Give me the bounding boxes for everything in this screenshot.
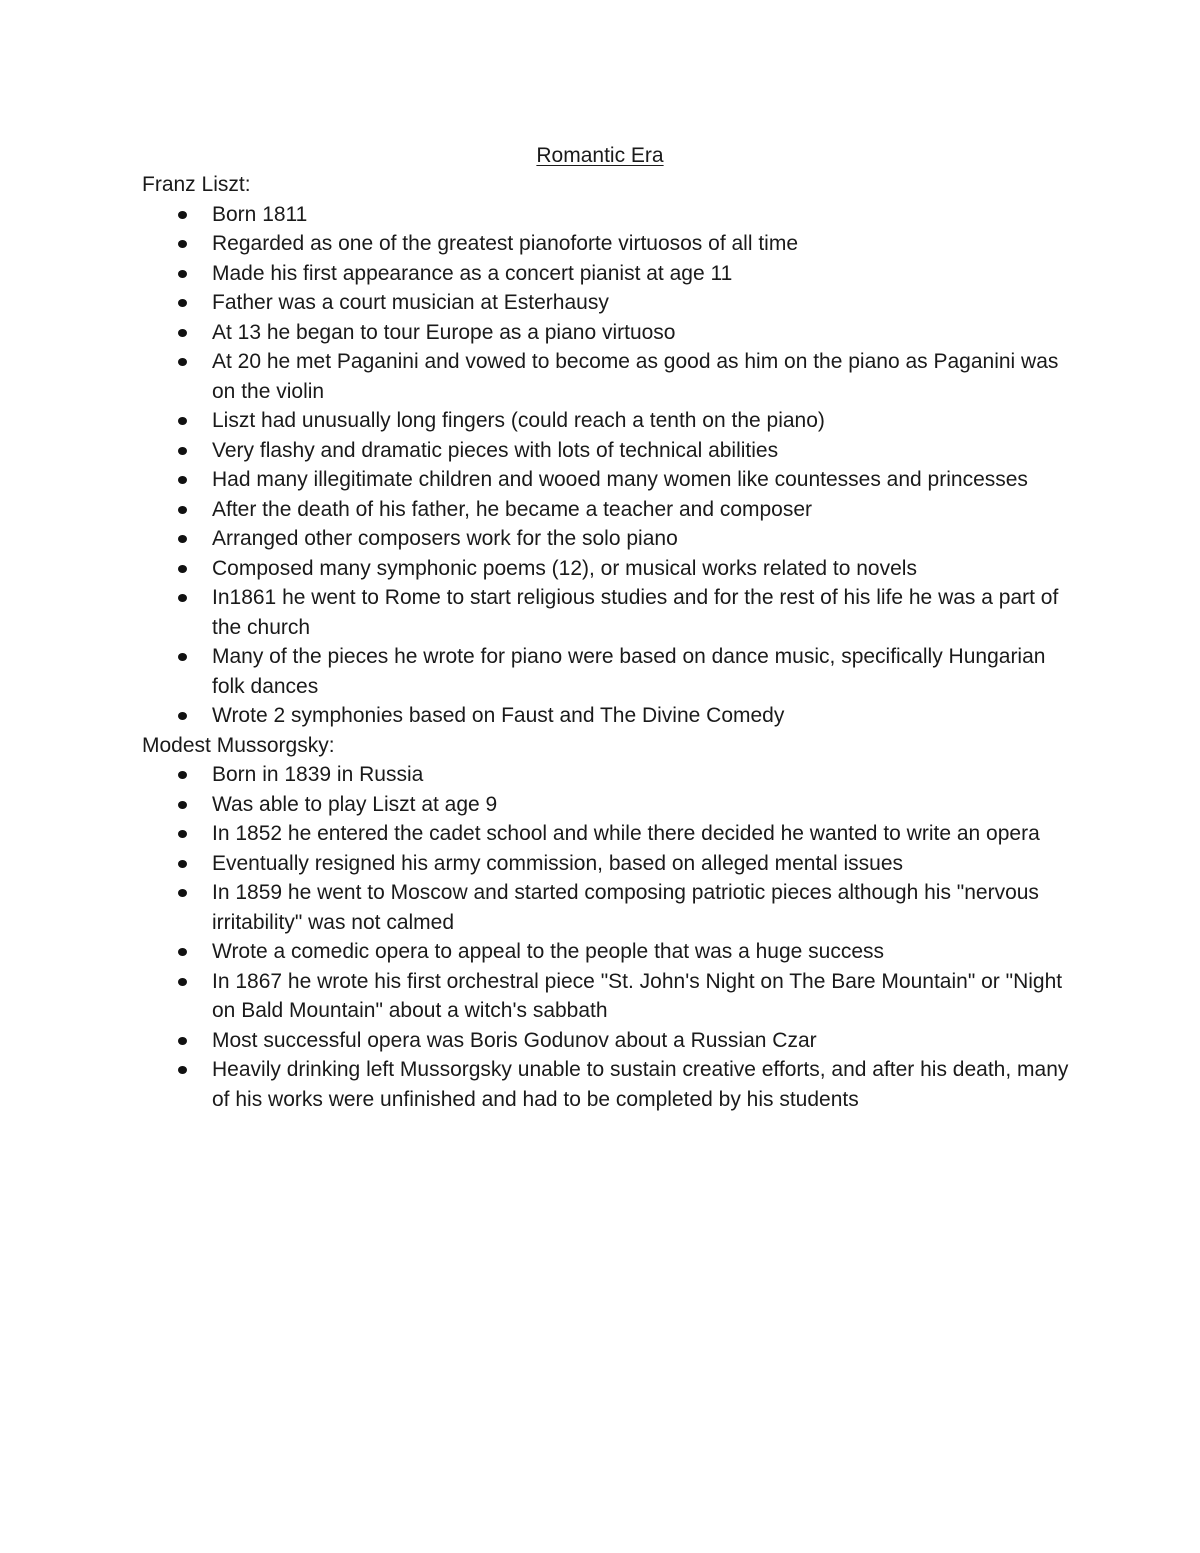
- bullet-icon: [178, 801, 187, 809]
- list-item-text: Arranged other composers work for the solo piano: [212, 527, 678, 550]
- list-item: [212, 288, 1072, 318]
- bullet-icon: [178, 240, 187, 248]
- bullet-icon: [178, 447, 187, 455]
- list-item-text: Eventually resigned his army commission, based on alleged mental issues: [212, 851, 904, 875]
- bullet-icon: [178, 978, 187, 986]
- bullet-icon: [178, 565, 187, 573]
- list-item: [212, 436, 1072, 466]
- list-item-text: Had many illegitimate children and wooed many women like countesses and princesses: [212, 468, 1028, 491]
- list-item: [212, 465, 1072, 495]
- list-item: [212, 259, 1072, 289]
- list-item: [212, 583, 1072, 642]
- bullet-icon: [178, 358, 187, 366]
- list-item: [212, 318, 1072, 348]
- list-item: [212, 878, 1072, 937]
- bullet-icon: [178, 1066, 187, 1074]
- document-body: [142, 170, 1072, 1114]
- list-item: [212, 937, 1072, 967]
- bullet-icon: [178, 830, 187, 838]
- bullet-icon: [178, 535, 187, 543]
- list-item-text: Heavily drinking left Mussorgsky unable to sustain creative efforts, and after his death, many of his works were unfinished and had to be completed by his students: [212, 1058, 1069, 1111]
- list-item-text: Was able to play Liszt at age 9: [212, 792, 498, 816]
- list-item-text: In 1852 he entered the cadet school and while there decided he wanted to write an opera: [212, 822, 1040, 845]
- list-item: [212, 495, 1072, 525]
- list-item: [212, 849, 1072, 879]
- page-title-text: Romantic Era: [536, 144, 664, 167]
- page-title: [0, 141, 1200, 170]
- list-item: [212, 347, 1072, 406]
- bullet-icon: [178, 889, 187, 897]
- list-item-text: Father was a court musician at Esterhausy: [212, 291, 609, 314]
- bullet-icon: [178, 860, 187, 868]
- list-item-text: Very flashy and dramatic pieces with lots of technical abilities: [212, 438, 779, 462]
- list-item: [212, 790, 1072, 820]
- list-item-text: In 1859 he went to Moscow and started composing patriotic pieces although his "nervous irritability" was not calmed: [212, 881, 1039, 934]
- bullet-icon: [178, 948, 187, 956]
- list-item: [212, 554, 1072, 584]
- bullet-icon: [178, 1037, 187, 1045]
- list-item: [212, 701, 1072, 731]
- section-modest-mussorgsky: [142, 731, 1072, 1115]
- list-item-text: Made his first appearance as a concert pianist at age 11: [212, 261, 733, 285]
- list-item: [212, 642, 1072, 701]
- list-item: [212, 200, 1072, 230]
- bullet-icon: [178, 476, 187, 484]
- section-franz-liszt: [142, 170, 1072, 731]
- bullet-icon: [178, 712, 187, 720]
- list-item-text: Many of the pieces he wrote for piano were based on dance music, specifically Hungarian folk dances: [212, 645, 1046, 698]
- list-item: [212, 760, 1072, 790]
- list-item-text: Born 1811: [212, 202, 308, 226]
- list-item-text: Regarded as one of the greatest pianoforte virtuosos of all time: [212, 232, 799, 255]
- bullet-icon: [178, 299, 187, 307]
- bullet-icon: [178, 506, 187, 514]
- list-item-text: Composed many symphonic poems (12), or musical works related to novels: [212, 556, 917, 580]
- bullet-icon: [178, 329, 187, 337]
- section-heading: Modest Mussorgsky:: [142, 733, 335, 757]
- bullet-icon: [178, 270, 187, 278]
- bullet-icon: [178, 211, 187, 219]
- list-item: [212, 819, 1072, 849]
- list-item-text: Wrote 2 symphonies based on Faust and The Divine Comedy: [212, 704, 785, 727]
- list-item: [212, 1026, 1072, 1056]
- list-item: [212, 229, 1072, 259]
- list-item-text: At 13 he began to tour Europe as a piano virtuoso: [212, 320, 676, 344]
- list-item-text: In1861 he went to Rome to start religious studies and for the rest of his life he was a part of the church: [212, 586, 1059, 639]
- list-item-text: Born in 1839 in Russia: [212, 763, 424, 786]
- list-item-text: At 20 he met Paganini and vowed to become as good as him on the piano as Paganini was on the violin: [212, 350, 1059, 403]
- bullet-icon: [178, 417, 187, 425]
- list-item-text: Liszt had unusually long fingers (could reach a tenth on the piano): [212, 409, 825, 432]
- list-item-text: In 1867 he wrote his first orchestral piece "St. John's Night on The Bare Mountain" or "Night on Bald Mountain" about a witch's sabbath: [212, 969, 1063, 1022]
- bullet-icon: [178, 653, 187, 661]
- list-item: [212, 524, 1072, 554]
- list-item-text: After the death of his father, he became a teacher and composer: [212, 497, 813, 521]
- list-item-text: Wrote a comedic opera to appeal to the people that was a huge success: [212, 940, 885, 963]
- section-heading: Franz Liszt:: [142, 173, 251, 196]
- bullet-icon: [178, 594, 187, 602]
- bullet-list: [142, 200, 1072, 731]
- bullet-list: [142, 760, 1072, 1114]
- list-item-text: Most successful opera was Boris Godunov about a Russian Czar: [212, 1028, 817, 1052]
- bullet-icon: [178, 771, 187, 779]
- list-item: [212, 406, 1072, 436]
- list-item: [212, 967, 1072, 1026]
- list-item: [212, 1055, 1072, 1114]
